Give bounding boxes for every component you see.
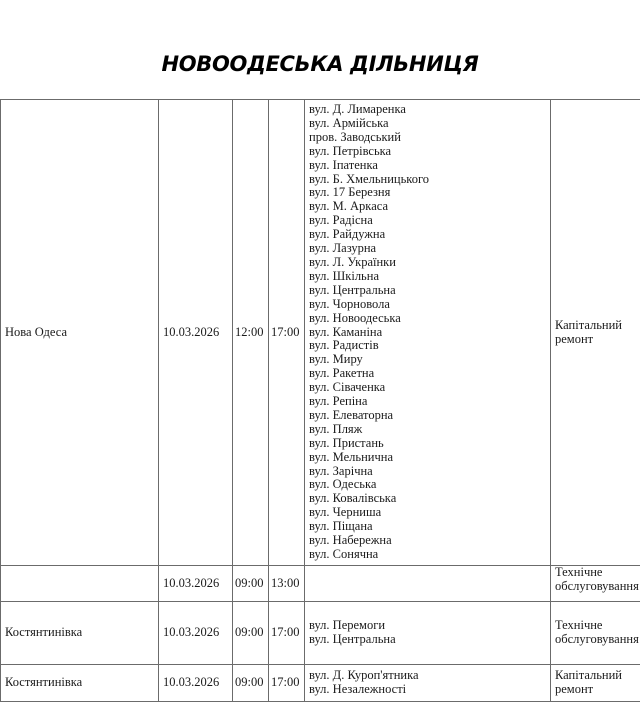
locality-cell: Костянтинівка [1,602,159,665]
work-type-text: ремонт [555,333,638,347]
streets-cell [305,602,551,665]
street-item: вул. Репіна [309,395,546,409]
street-item: вул. М. Аркаса [309,200,546,214]
street-item: вул. Д. Куроп'ятника [309,669,546,683]
street-item: вул. Перемоги [309,619,546,633]
street-item: вул. Лазурна [309,242,546,256]
street-item: вул. Мельнична [309,451,546,465]
work-type-text: обслуговування [555,580,638,594]
street-item: вул. Радісна [309,214,546,228]
work-type-text: ремонт [555,683,638,697]
start-time-cell: 09:00 [233,665,269,702]
street-item: пров. Заводський [309,131,546,145]
work-type-text: Технічне [555,566,638,580]
street-item: вул. Л. Українки [309,256,546,270]
street-item: вул. Б. Хмельницького [309,173,546,187]
table-row [1,665,640,702]
streets-cell [305,100,551,566]
street-item: вул. Одеська [309,478,546,492]
work-type-text: обслуговування [555,633,638,647]
work-type-text: Капітальний [555,319,638,333]
street-item: вул. Іпатенка [309,159,546,173]
date-cell: 10.03.2026 [159,602,233,665]
street-item: вул. Радистів [309,339,546,353]
street-item: вул. Пляж [309,423,546,437]
street-item: вул. Петрівська [309,145,546,159]
work-type-cell [551,665,640,702]
locality-cell [1,566,159,602]
end-time-cell: 17:00 [269,602,305,665]
table-row [1,100,640,566]
street-item: вул. Незалежності [309,683,546,697]
start-time-cell: 09:00 [233,566,269,602]
table-row [1,566,640,602]
street-item: вул. Армійська [309,117,546,131]
street-item: вул. 17 Березня [309,186,546,200]
date-cell: 10.03.2026 [159,566,233,602]
streets-cell [305,566,551,602]
street-item: вул. Ракетна [309,367,546,381]
table-row [1,602,640,665]
outage-schedule-table [0,99,640,702]
work-type-cell [551,100,640,566]
start-time-cell: 12:00 [233,100,269,566]
street-item: вул. Сіваченка [309,381,546,395]
street-item: вул. Райдужна [309,228,546,242]
street-item: вул. Новоодеська [309,312,546,326]
street-item: вул. Шкільна [309,270,546,284]
work-type-cell [551,602,640,665]
streets-cell [305,665,551,702]
street-item: вул. Миру [309,353,546,367]
street-item: вул. Чорновола [309,298,546,312]
street-item: вул. Пристань [309,437,546,451]
street-item: вул. Піщана [309,520,546,534]
street-item: вул. Черниша [309,506,546,520]
date-cell: 10.03.2026 [159,665,233,702]
street-item: вул. Каманіна [309,326,546,340]
end-time-cell: 13:00 [269,566,305,602]
end-time-cell: 17:00 [269,665,305,702]
street-item: вул. Зарічна [309,465,546,479]
street-item: вул. Сонячна [309,548,546,562]
locality-cell: Костянтинівка [1,665,159,702]
work-type-text: Технічне [555,619,638,633]
date-cell: 10.03.2026 [159,100,233,566]
street-item: вул. Ковалівська [309,492,546,506]
work-type-cell [551,566,640,602]
locality-cell: Нова Одеса [1,100,159,566]
street-item: вул. Центральна [309,284,546,298]
street-item: вул. Елеваторна [309,409,546,423]
work-type-text: Капітальний [555,669,638,683]
street-item: вул. Набережна [309,534,546,548]
end-time-cell: 17:00 [269,100,305,566]
street-item: вул. Центральна [309,633,546,647]
start-time-cell: 09:00 [233,602,269,665]
street-item: вул. Д. Лимаренка [309,103,546,117]
page-title: НОВООДЕСЬКА ДІЛЬНИЦЯ [0,52,640,76]
